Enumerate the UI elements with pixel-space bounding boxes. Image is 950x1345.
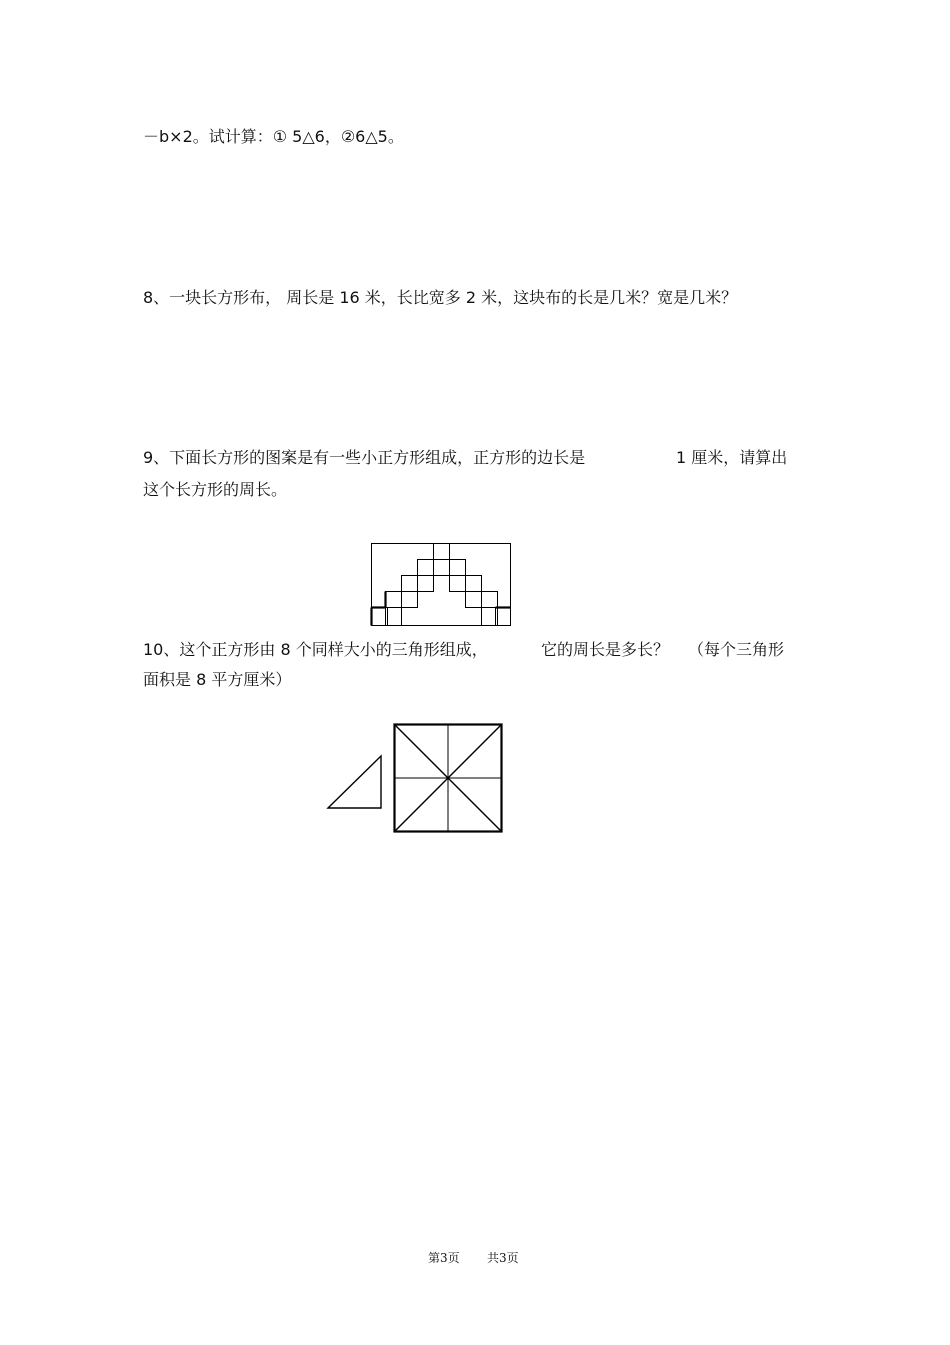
question-10-line2: 面积是 8 平方厘米） <box>143 670 292 689</box>
page-total: 共3页 <box>487 1251 519 1265</box>
question-10-square-figure <box>393 723 503 833</box>
question-9-line1-part1: 9、下面长方形的图案是有一些小正方形组成，正方形的边长是 <box>143 448 586 467</box>
outer-rectangle <box>372 544 511 626</box>
question-9-staircase-figure <box>370 542 512 626</box>
page-number: 第3页 <box>428 1251 460 1265</box>
question-10-line1-part3: （每个三角形 <box>688 640 785 659</box>
question-9-line1-part2: 1 厘米，请算出 <box>676 448 788 467</box>
question-8: 8、一块长方形布， 周长是 16 米，长比宽多 2 米，这块布的长是几米？宽是几米？ <box>143 288 738 307</box>
question-10-single-triangle <box>327 755 383 811</box>
question-10-line1-part1: 10、这个正方形由 8 个同样大小的三角形组成， <box>143 640 488 659</box>
question-10-line1-part2: 它的周长是多长？ <box>541 640 670 659</box>
question-7-continuation: －b×2。试计算：① 5△6，②6△5。 <box>143 127 404 146</box>
question-9-line2: 这个长方形的周长。 <box>143 480 288 499</box>
